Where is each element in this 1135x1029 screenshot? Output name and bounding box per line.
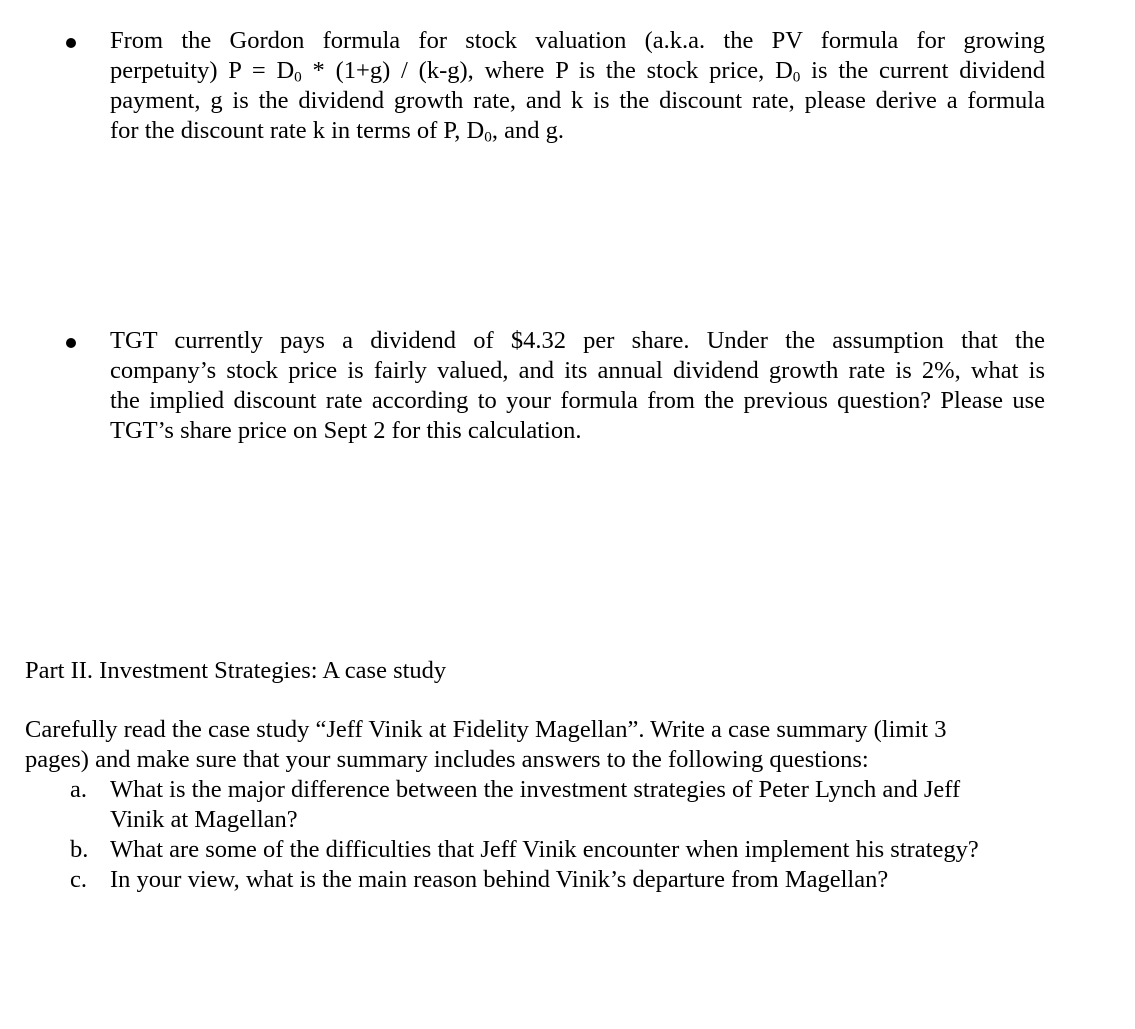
question-line: the implied discount rate according to your formula from the previous question? Please use [110, 387, 1045, 414]
question-line: TGT currently pays a dividend of $4.32 per share. Under the assumption that the [110, 327, 1045, 354]
case-questions-list [25, 775, 1045, 895]
case-study-intro [25, 715, 1035, 775]
question-line: for the discount rate k in terms of P, $D_0$, and g. [110, 117, 564, 146]
list-item [25, 865, 1045, 895]
question-line: company’s stock price is fairly valued, and its annual dividend growth rate is 2%, what is [110, 357, 1045, 384]
gordon-question [110, 26, 1045, 146]
question-line: perpetuity) $P = D_0 * (1+g) / (k-g)$, where P is the stock price, $D_0$ is the current dividend [110, 57, 1045, 86]
list-item [25, 775, 1045, 835]
section-heading: Part II. Investment Strategies: A case study [25, 657, 447, 684]
bullet-icon [66, 338, 76, 348]
list-item [25, 835, 1045, 865]
intro-line: Carefully read the case study “Jeff Vinik at Fidelity Magellan”. Write a case summary (limit 3 [25, 716, 947, 743]
question-line: From the Gordon formula for stock valuation (a.k.a. the PV formula for growing [110, 27, 1045, 54]
list-marker: c. [70, 866, 87, 893]
tgt-question [110, 326, 1045, 446]
list-item-text: What are some of the difficulties that Jeff Vinik encounter when implement his strategy? [110, 836, 979, 863]
intro-line: pages) and make sure that your summary includes answers to the following questions: [25, 746, 869, 773]
question-line: payment, g is the dividend growth rate, and k is the discount rate, please derive a formula [110, 87, 1045, 114]
list-item-text: In your view, what is the main reason behind Vinik’s departure from Magellan? [110, 866, 889, 893]
list-item-text: Vinik at Magellan? [110, 806, 298, 833]
question-line: TGT’s share price on Sept 2 for this calculation. [110, 417, 582, 444]
list-item-text: What is the major difference between the investment strategies of Peter Lynch and Jeff [110, 776, 961, 803]
bullet-icon [66, 38, 76, 48]
list-marker: b. [70, 836, 89, 863]
list-marker: a. [70, 776, 87, 803]
